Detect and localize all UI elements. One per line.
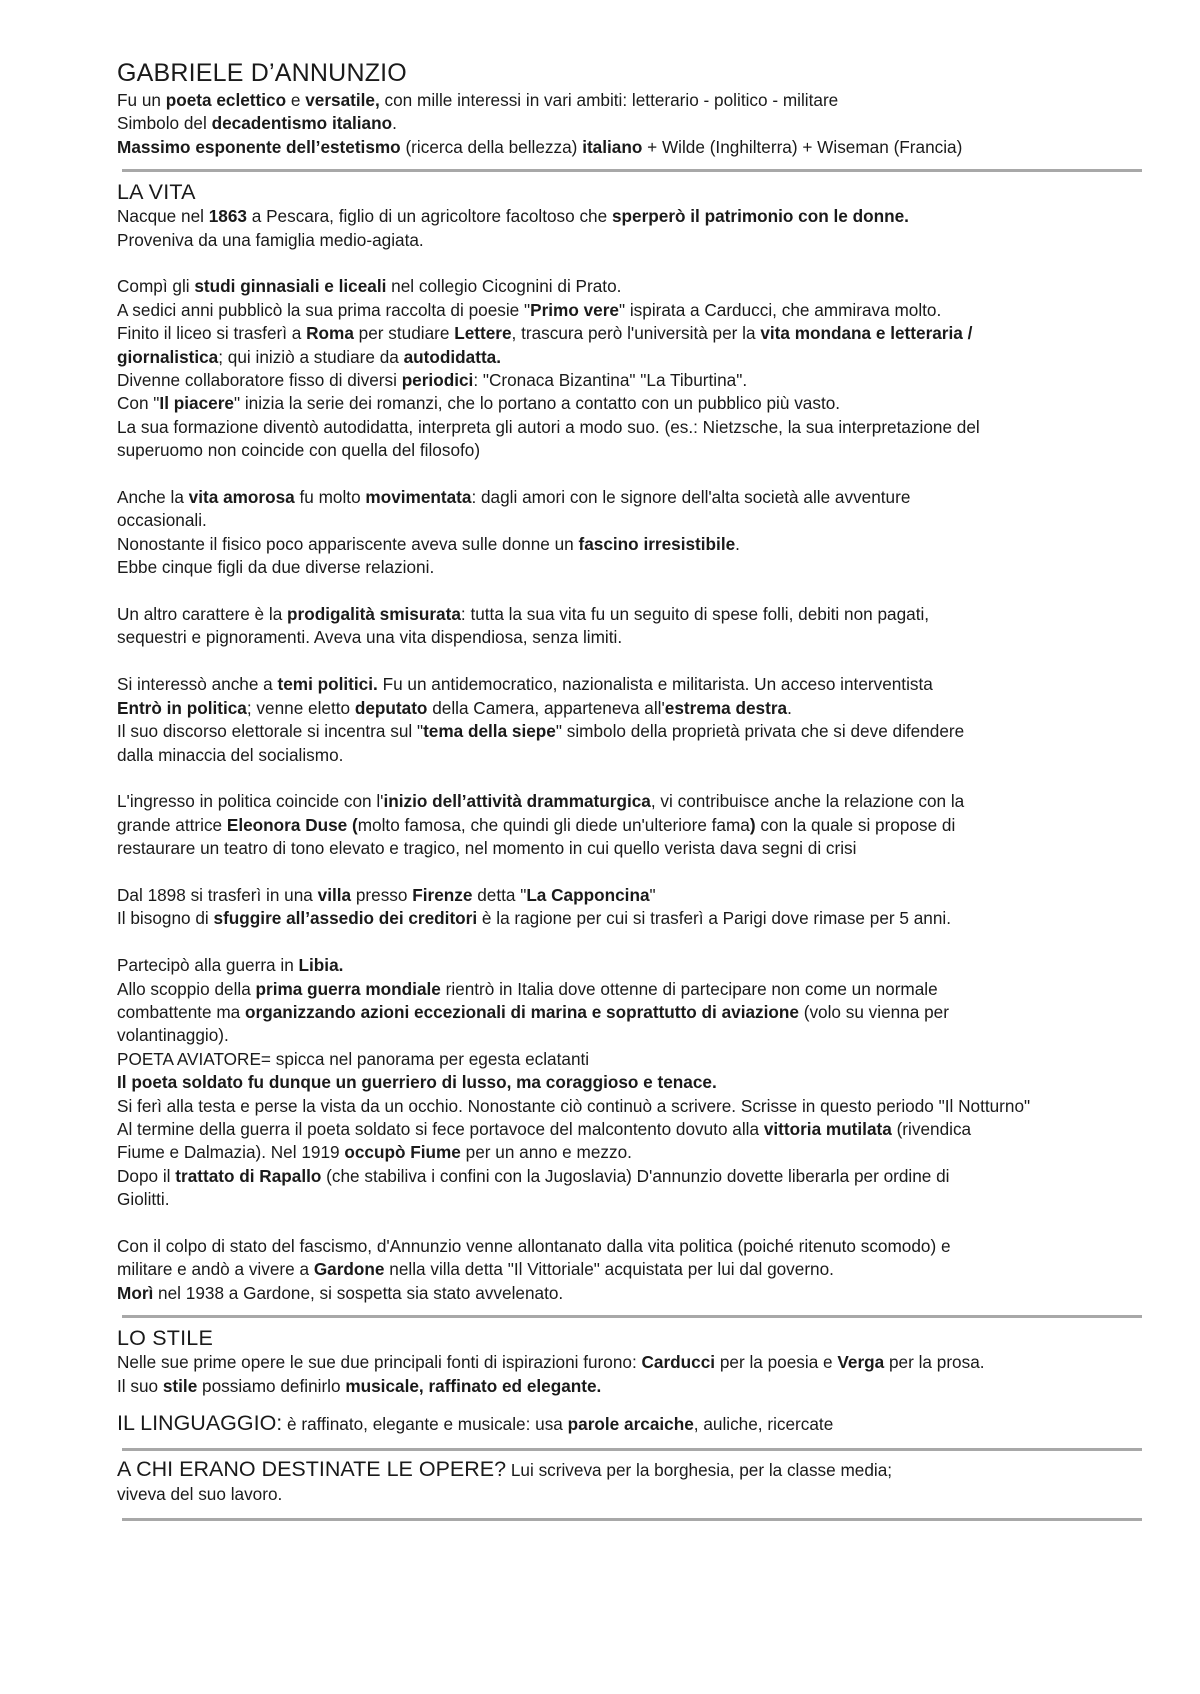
text-run: per la prosa. — [884, 1352, 985, 1373]
text-run: , vi contribuisce anche la relazione con la — [650, 791, 965, 812]
text-line — [117, 673, 1180, 696]
text-run: detta " — [472, 884, 527, 905]
bold-text: occupò Fiume — [344, 1142, 461, 1163]
text-line — [117, 1118, 1180, 1141]
text-run: Fiume e Dalmazia). Nel 1919 — [117, 1142, 345, 1163]
text-run: e — [286, 90, 306, 110]
text-line — [117, 299, 1180, 322]
bold-text: organizzando azioni eccezionali di marina e soprattutto di aviazione — [245, 1001, 799, 1022]
text-line — [117, 603, 1180, 626]
bold-text: Eleonora Duse ( — [226, 814, 358, 835]
text-run: A sedici anni pubblicò la sua prima raccolta di poesie " — [117, 299, 531, 320]
text-run: combattente ma — [117, 1001, 246, 1022]
bold-text: versatile, — [305, 90, 380, 110]
bold-text: Carducci — [641, 1352, 716, 1373]
bold-text: sperperò il patrimonio con le donne. — [611, 206, 909, 227]
text-run: La sua formazione diventò autodidatta, interpreta gli autori a modo suo. (es.: Nietzsche, la sua interpretazione del — [117, 416, 980, 437]
stile-body — [117, 1351, 1180, 1398]
text-line — [117, 1188, 1180, 1211]
text-line — [117, 416, 1180, 439]
paragraph-gap — [117, 1212, 1180, 1235]
text-line — [117, 720, 1180, 743]
text-run: + Wilde (Inghilterra) + Wiseman (Francia) — [642, 136, 963, 157]
bold-text: La Capponcina — [526, 884, 650, 905]
bold-text: Libia. — [298, 955, 344, 976]
bold-text: Il piacere — [159, 393, 234, 414]
text-run: Fu un antidemocratico, nazionalista e militarista. Un acceso interventista — [377, 674, 933, 695]
text-run: (che stabiliva i confini con la Jugoslavia) D'annunzio dovette liberarla per ordine di — [321, 1165, 950, 1186]
text-run: . — [392, 113, 397, 134]
text-run: L'ingresso in politica coincide con l' — [117, 791, 384, 812]
text-line — [117, 1024, 1180, 1047]
text-line — [117, 136, 1180, 159]
text-run: " ispirata a Carducci, che ammirava molto. — [618, 299, 942, 320]
text-run: molto famosa, che quindi gli diede un'ulteriore fama — [357, 814, 750, 835]
section-heading-linguaggio: IL LINGUAGGIO: — [117, 1411, 283, 1435]
text-line — [117, 112, 1180, 135]
text-line — [117, 954, 1180, 977]
bold-text: Verga — [837, 1352, 885, 1373]
linguaggio-line — [117, 1412, 1180, 1436]
text-run: Dopo il — [117, 1165, 176, 1186]
bold-text: fascino irresistibile — [578, 533, 736, 554]
document-title: GABRIELE D’ANNUNZIO — [117, 59, 407, 87]
text-run: ; venne eletto — [246, 697, 355, 718]
section-heading-vita: LA VITA — [117, 180, 196, 205]
text-run: Anche la — [117, 487, 189, 508]
text-run: superuomo non coincide con quella del filosofo) — [117, 440, 481, 461]
text-run: ; qui iniziò a studiare da — [218, 346, 404, 367]
bold-text: Primo vere — [530, 299, 619, 320]
text-run: Si ferì alla testa e perse la vista da un occhio. Nonostante ciò continuò a scrivere. Scrisse in questo periodo "Il Notturno" — [117, 1095, 1031, 1116]
text-run: (ricerca della bellezza) — [400, 136, 583, 157]
text-line — [117, 369, 1180, 392]
text-line — [117, 509, 1180, 532]
bold-text: tema della siepe — [423, 721, 556, 742]
text-run: " inizia la serie dei romanzi, che lo portano a contatto con un pubblico più vasto. — [233, 393, 841, 414]
text-run: Il suo discorso elettorale si incentra sul " — [117, 721, 424, 742]
bold-text: giornalistica — [117, 346, 219, 367]
text-run: Nonostante il fisico poco appariscente aveva sulle donne un — [117, 533, 579, 554]
paragraph-gap — [117, 580, 1180, 603]
text-line — [117, 89, 1180, 112]
text-line — [117, 1141, 1180, 1164]
text-line — [117, 439, 1180, 462]
text-run: Proveniva da una famiglia medio-agiata. — [117, 229, 424, 250]
text-run: : tutta la sua vita fu un seguito di spese folli, debiti non pagati, — [460, 604, 930, 625]
text-run: fu molto — [294, 487, 366, 508]
bold-text: Entrò in politica — [117, 697, 247, 718]
text-line — [117, 1071, 1180, 1094]
paragraph-gap — [117, 931, 1180, 954]
bold-text: ) — [749, 814, 756, 835]
text-line — [117, 486, 1180, 509]
bold-text: parole arcaiche — [567, 1414, 694, 1434]
bold-text: vittoria mutilata — [763, 1118, 892, 1139]
text-run: , auliche, ricercate — [693, 1414, 834, 1434]
text-run: per un anno e mezzo. — [460, 1142, 632, 1163]
text-line — [117, 1001, 1180, 1024]
text-run: (rivendica — [891, 1118, 972, 1139]
text-run: Il bisogno di — [117, 908, 214, 929]
text-run: . — [787, 697, 792, 718]
bold-text: Gardone — [313, 1259, 385, 1280]
text-run: Ebbe cinque figli da due diverse relazioni. — [117, 557, 435, 578]
bold-text: sfuggire all’assedio dei creditori — [213, 908, 478, 929]
text-line — [117, 229, 1180, 252]
text-line — [117, 346, 1180, 369]
text-run: Un altro carattere è la — [117, 604, 288, 625]
paragraph-gap — [117, 463, 1180, 486]
bold-text: vita mondana e letteraria / — [760, 323, 973, 344]
text-line — [117, 744, 1180, 767]
text-line — [117, 626, 1180, 649]
text-run: è raffinato, elegante e musicale: usa — [282, 1414, 568, 1434]
text-run: sequestri e pignoramenti. Aveva una vita dispendiosa, senza limiti. — [117, 627, 623, 648]
text-run: Con " — [117, 393, 160, 414]
bold-text: deputato — [354, 697, 428, 718]
text-run: grande attrice — [117, 814, 227, 835]
text-line — [117, 275, 1180, 298]
bold-text: Morì — [117, 1282, 154, 1303]
text-line — [117, 697, 1180, 720]
text-run: nel 1938 a Gardone, si sospetta sia stato avvelenato. — [153, 1282, 564, 1303]
text-run: Giolitti. — [117, 1189, 170, 1210]
text-run: Dal 1898 si trasferì in una — [117, 884, 318, 905]
bold-text: Massimo esponente dell’estetismo — [117, 136, 401, 157]
text-run: Al termine della guerra il poeta soldato si fece portavoce del malcontento dovuto alla — [117, 1118, 764, 1139]
text-run: , trascura però l'università per la — [511, 323, 761, 344]
text-line — [117, 1282, 1180, 1305]
text-run: con la quale si propose di — [755, 814, 956, 835]
text-line — [117, 884, 1180, 907]
bold-text: Roma — [306, 323, 354, 344]
section-divider — [122, 169, 1142, 172]
text-line — [117, 978, 1180, 1001]
text-run: Finito il liceo si trasferì a — [117, 323, 307, 344]
text-run: : "Cronaca Bizantina" "La Tiburtina". — [473, 370, 748, 391]
bold-text: autodidatta. — [403, 346, 502, 367]
text-run: presso — [351, 884, 413, 905]
destinatari-text — [506, 1460, 892, 1480]
text-line — [117, 1258, 1180, 1281]
linguaggio-text — [282, 1414, 833, 1434]
text-run: per studiare — [353, 323, 455, 344]
paragraph-gap — [117, 650, 1180, 673]
section-divider — [122, 1315, 1142, 1318]
destinatari-line-2 — [117, 1483, 1180, 1506]
text-line — [117, 533, 1180, 556]
section-divider — [122, 1518, 1142, 1521]
text-run: " — [649, 884, 656, 905]
text-run: POETA AVIATORE= spicca nel panorama per egesta eclatanti — [117, 1048, 590, 1069]
text-run: volantinaggio). — [117, 1025, 229, 1046]
text-line — [117, 837, 1180, 860]
text-run: è la ragione per cui si trasferì a Parigi dove rimase per 5 anni. — [477, 908, 951, 929]
text-run: nel collegio Cicognini di Prato. — [386, 276, 622, 297]
section-heading-destinatari: A CHI ERANO DESTINATE LE OPERE? — [117, 1457, 507, 1482]
text-run: della Camera, apparteneva all' — [427, 697, 665, 718]
paragraph-gap — [117, 252, 1180, 275]
bold-text: prima guerra mondiale — [255, 978, 441, 999]
text-run: : dagli amori con le signore dell'alta società alle avventure — [471, 487, 911, 508]
bold-text: 1863 — [208, 206, 247, 227]
bold-text: prodigalità smisurata — [287, 604, 461, 625]
bold-text: musicale, raffinato ed elegante. — [345, 1375, 602, 1396]
text-run: Il suo — [117, 1375, 163, 1396]
text-line — [117, 814, 1180, 837]
text-line — [117, 556, 1180, 579]
bold-text: decadentismo italiano — [211, 113, 393, 134]
text-run: viveva del suo lavoro. — [117, 1483, 283, 1504]
text-run: Si interessò anche a — [117, 674, 278, 695]
bold-text: italiano — [582, 136, 643, 157]
bold-text: periodici — [401, 370, 474, 391]
text-run: rientrò in Italia dove ottenne di partecipare non come un normale — [440, 978, 938, 999]
bold-text: inizio dell’attività drammaturgica — [383, 791, 651, 812]
text-line — [117, 1165, 1180, 1188]
text-run: militare e andò a vivere a — [117, 1259, 314, 1280]
text-line — [117, 1095, 1180, 1118]
text-run: " simbolo della proprietà privata che si deve difendere — [555, 721, 965, 742]
destinatari-line — [117, 1458, 1180, 1482]
vita-body — [117, 205, 1180, 1305]
text-line — [117, 1375, 1180, 1398]
text-line — [117, 1235, 1180, 1258]
text-line — [117, 790, 1180, 813]
bold-text: temi politici. — [277, 674, 378, 695]
text-run: Allo scoppio della — [117, 978, 256, 999]
bold-text: villa — [317, 884, 352, 905]
text-run: . — [735, 533, 740, 554]
text-run: occasionali. — [117, 510, 207, 531]
text-run: per la poesia e — [715, 1352, 838, 1373]
bold-text: studi ginnasiali e liceali — [194, 276, 387, 297]
intro-block — [117, 89, 1180, 159]
text-run: Compì gli — [117, 276, 195, 297]
text-run: Divenne collaboratore fisso di diversi — [117, 370, 402, 391]
bold-text: trattato di Rapallo — [175, 1165, 322, 1186]
text-run: dalla minaccia del socialismo. — [117, 744, 344, 765]
text-run: restaurare un teatro di tono elevato e tragico, nel momento in cui quello verista dava segni di crisi — [117, 838, 857, 859]
bold-text: Firenze — [412, 884, 473, 905]
text-run: nella villa detta "Il Vittoriale" acquistata per lui dal governo. — [384, 1259, 834, 1280]
bold-text: vita amorosa — [188, 487, 295, 508]
text-line — [117, 907, 1180, 930]
text-run: con mille interessi in vari ambiti: letterario - politico - militare — [379, 90, 839, 110]
bold-text: stile — [162, 1375, 198, 1396]
text-line — [117, 392, 1180, 415]
bold-text: Il poeta soldato fu dunque un guerriero di lusso, ma coraggioso e tenace. — [117, 1072, 717, 1093]
text-run: Simbolo del — [117, 113, 212, 134]
text-run: (volo su vienna per — [798, 1001, 949, 1022]
text-line — [117, 1351, 1180, 1374]
text-line — [117, 322, 1180, 345]
text-run: possiamo definirlo — [197, 1375, 346, 1396]
text-run: a Pescara, figlio di un agricoltore facoltoso che — [246, 206, 612, 227]
paragraph-gap — [117, 861, 1180, 884]
text-line — [117, 1048, 1180, 1071]
text-run: Nacque nel — [117, 206, 209, 227]
text-run: Lui scriveva per la borghesia, per la classe media; — [506, 1460, 893, 1481]
text-run: Nelle sue prime opere le sue due principali fonti di ispirazioni furono: — [117, 1352, 642, 1373]
section-heading-stile: LO STILE — [117, 1326, 213, 1351]
text-run: Partecipò alla guerra in — [117, 955, 299, 976]
bold-text: movimentata — [365, 487, 472, 508]
text-line — [117, 205, 1180, 228]
paragraph-gap — [117, 767, 1180, 790]
section-divider — [122, 1448, 1142, 1451]
bold-text: poeta eclettico — [165, 90, 287, 110]
text-run: Con il colpo di stato del fascismo, d'Annunzio venne allontanato dalla vita politica (poiché ritenuto scomodo) e — [117, 1235, 951, 1256]
text-run: Fu un — [117, 90, 166, 110]
bold-text: Lettere — [454, 323, 512, 344]
bold-text: estrema destra — [664, 697, 788, 718]
